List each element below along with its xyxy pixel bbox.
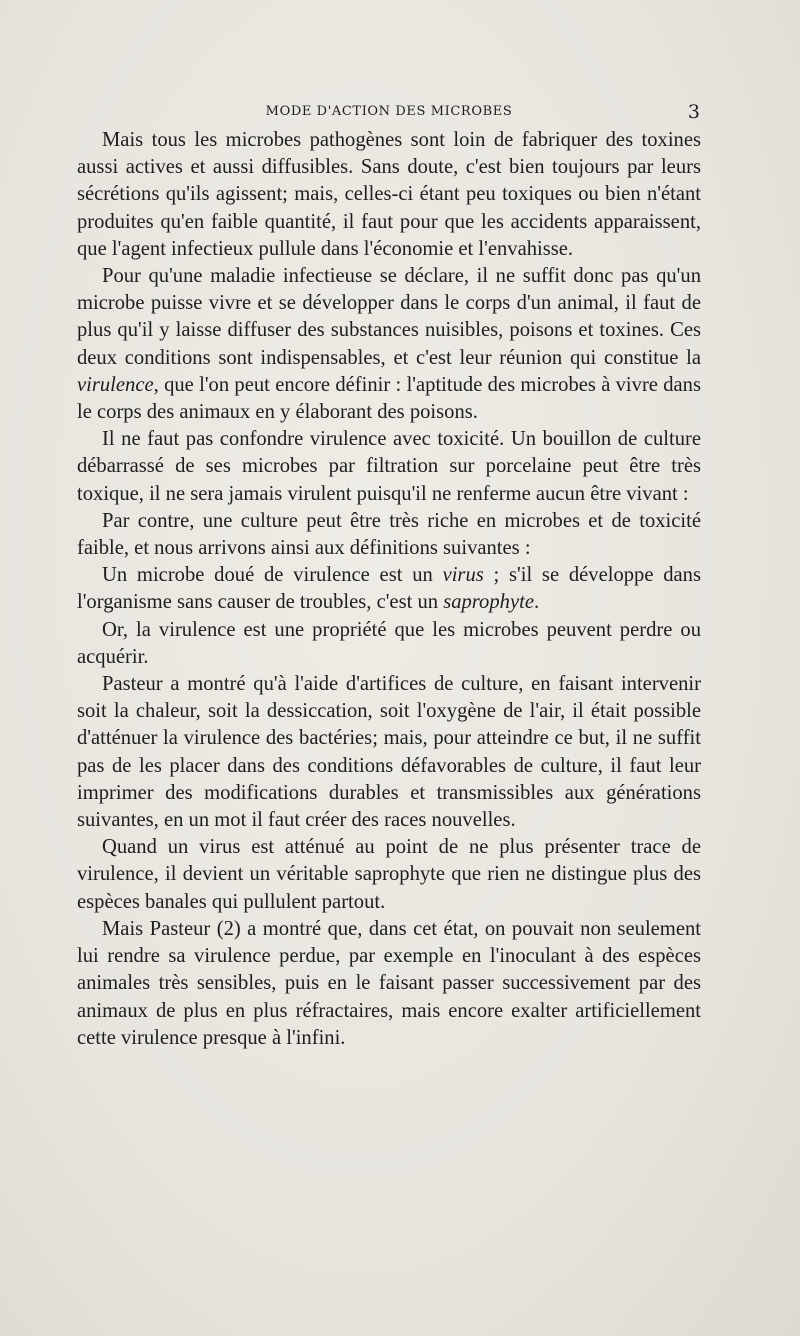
page-number: 3	[687, 101, 700, 123]
paragraph-4: Par contre, une culture peut être très riche en microbes et de toxicité faible, et nous arrivons ainsi aux définitions suivantes :	[77, 509, 701, 560]
text-body	[77, 127, 701, 1052]
paragraph-5-middle: ; s'il se développe dans l'organisme sans causer de troubles, c'est un	[77, 564, 701, 614]
paragraph-9: Mais Pasteur (2) a montré que, dans cet état, on pouvait non seulement lui rendre sa virulence perdue, par exemple en l'inoculant à des espèces animales très sensibles, puis en le faisant passer successivement par des animaux de plus en plus réfractaires, mais encore exalter artificiellement cette virulence presque à l'infini.	[77, 917, 701, 1049]
paragraph-8: Quand un virus est atténué au point de ne plus présenter trace de virulence, il devient un véritable saprophyte que rien ne distingue plus des espèces banales qui pullulent partout.	[77, 836, 701, 913]
term-virulence: virulence	[77, 373, 154, 396]
paragraph-7: Pasteur a montré qu'à l'aide d'artifices de culture, en faisant intervenir soit la chaleur, soit la dessiccation, soit l'oxygène de l'air, il était possible d'atténuer la virulence des bactéries; mais, pour atteindre ce but, il ne suffit pas de les placer dans des conditions défavorables de culture, il faut leur imprimer des modifications durables et transmissibles aux générations suivantes, en un mot il faut créer des races nouvelles.	[77, 673, 701, 832]
term-saprophyte: saprophyte	[443, 591, 534, 614]
paragraph-2-after: , que l'on peut encore définir : l'aptitude des microbes à vivre dans le corps des animaux en y élaborant des poisons.	[77, 373, 701, 424]
paragraph-6: Or, la virulence est une propriété que les microbes peuvent perdre ou acquérir.	[77, 618, 701, 668]
term-virus: virus	[442, 564, 484, 587]
paragraph-1: Mais tous les microbes pathogènes sont loin de fabriquer des toxines aussi actives et aussi diffusibles. Sans doute, c'est bien toujours par leurs sécrétions qu'ils agissent; mais, celles-ci étant peu toxiques ou bien n'étant produites qu'en faible quantité, il faut pour que les accidents apparaissent, que l'agent infectieux pullule dans l'économie et l'envahisse.	[77, 129, 701, 260]
paragraph-5-after: .	[533, 591, 540, 614]
paragraph-5	[77, 562, 701, 616]
paragraph-5-before: Un microbe doué de virulence est un	[102, 564, 443, 587]
running-head	[78, 100, 700, 124]
paragraph-3: Il ne faut pas confondre virulence avec toxicité. Un bouillon de culture débarrassé de ses microbes par filtration sur porcelaine peut être très toxique, il ne sera jamais virulent puisqu'il ne renferme aucun être vivant :	[77, 428, 701, 505]
paragraph-2-before: Pour qu'une maladie infectieuse se déclare, il ne suffit donc pas qu'un microbe puisse vivre et se développer dans le corps d'un animal, il faut de plus qu'il y laisse diffuser des substances nuisibles, poisons et toxines. Ces deux conditions sont indispensables, et c'est leur réunion qui constitue la	[77, 265, 701, 369]
running-title: MODE D'ACTION DES MICROBES	[265, 104, 513, 119]
paragraph-2	[77, 263, 701, 426]
